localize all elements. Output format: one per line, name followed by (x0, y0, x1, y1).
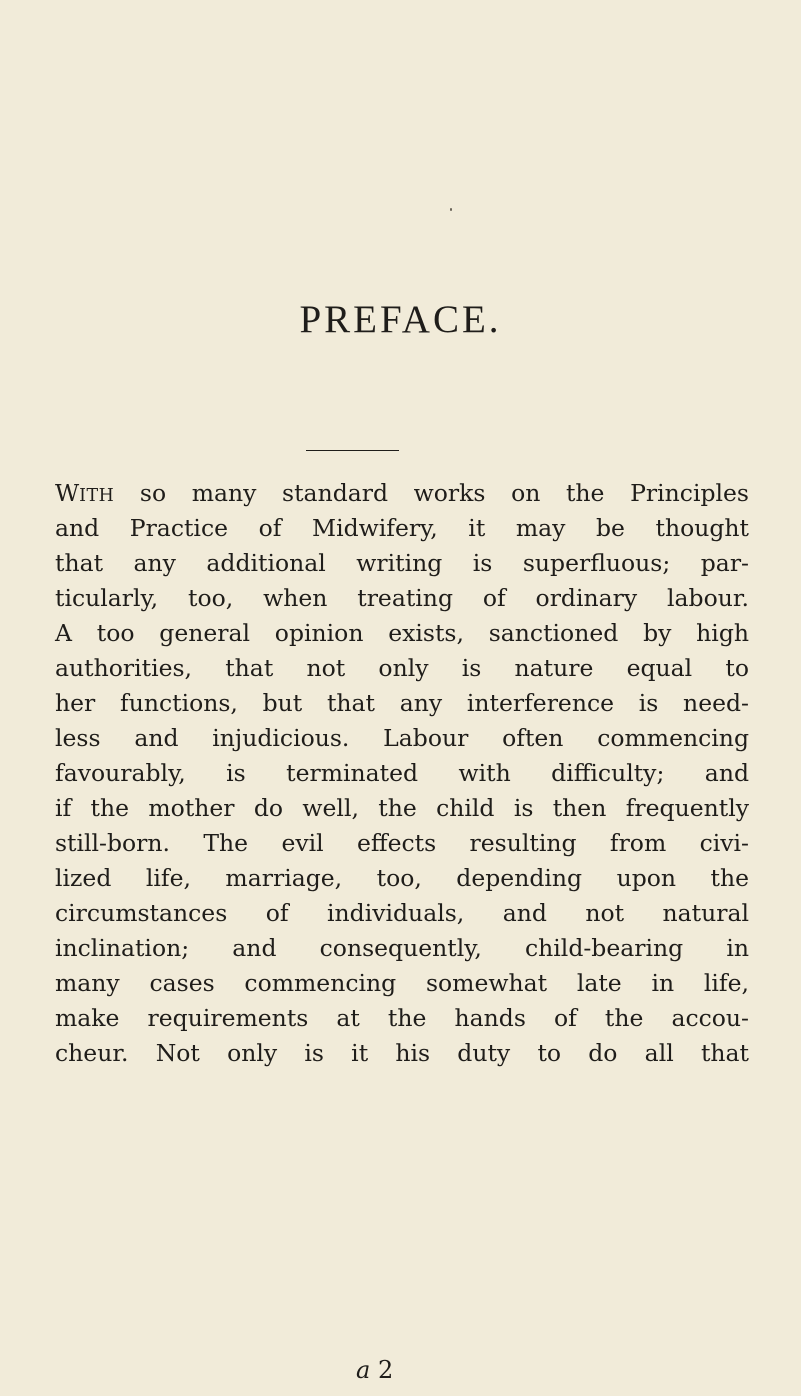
page-title: PREFACE. (299, 298, 502, 341)
text-line-14: inclination; and consequently, child-bearing in (55, 934, 749, 962)
signature-mark (356, 1358, 393, 1382)
text-line-2: and Practice of Midwifery, it may be thought (55, 514, 749, 542)
text-line-11: still-born. The evil effects resulting from civi- (55, 829, 749, 857)
text-line-4: ticularly, too, when treating of ordinary labour. (55, 584, 749, 612)
text-line-6: authorities, that not only is nature equal to (55, 654, 749, 682)
text-line-10: if the mother do well, the child is then frequently (55, 794, 749, 822)
text-line-1 (55, 476, 749, 511)
printers-mark (450, 208, 452, 211)
text-line-13: circumstances of individuals, and not natural (55, 899, 749, 927)
text-line-12: lized life, marriage, too, depending upon the (55, 864, 749, 892)
text-line-3: that any additional writing is superfluous; par- (55, 549, 749, 577)
text-line-16: make requirements at the hands of the accou- (55, 1004, 749, 1032)
text-line-17: cheur. Not only is it his duty to do all that (55, 1039, 749, 1067)
first-word-small-caps: ITH (79, 486, 115, 506)
title-rule (306, 450, 399, 451)
text-line-5: A too general opinion exists, sanctioned by high (55, 619, 749, 647)
text-line-1-rest: so many standard works on the Principles (114, 479, 749, 507)
signature-number: 2 (377, 1356, 394, 1384)
body-text (55, 476, 749, 1071)
text-line-7: her functions, but that any interference is need- (55, 689, 749, 717)
signature-letter: a (356, 1356, 371, 1384)
text-line-8: less and injudicious. Labour often commencing (55, 724, 749, 752)
first-word-initial: W (55, 479, 80, 507)
text-line-9: favourably, is terminated with difficulty; and (55, 759, 749, 787)
text-line-15: many cases commencing somewhat late in life, (55, 969, 749, 997)
